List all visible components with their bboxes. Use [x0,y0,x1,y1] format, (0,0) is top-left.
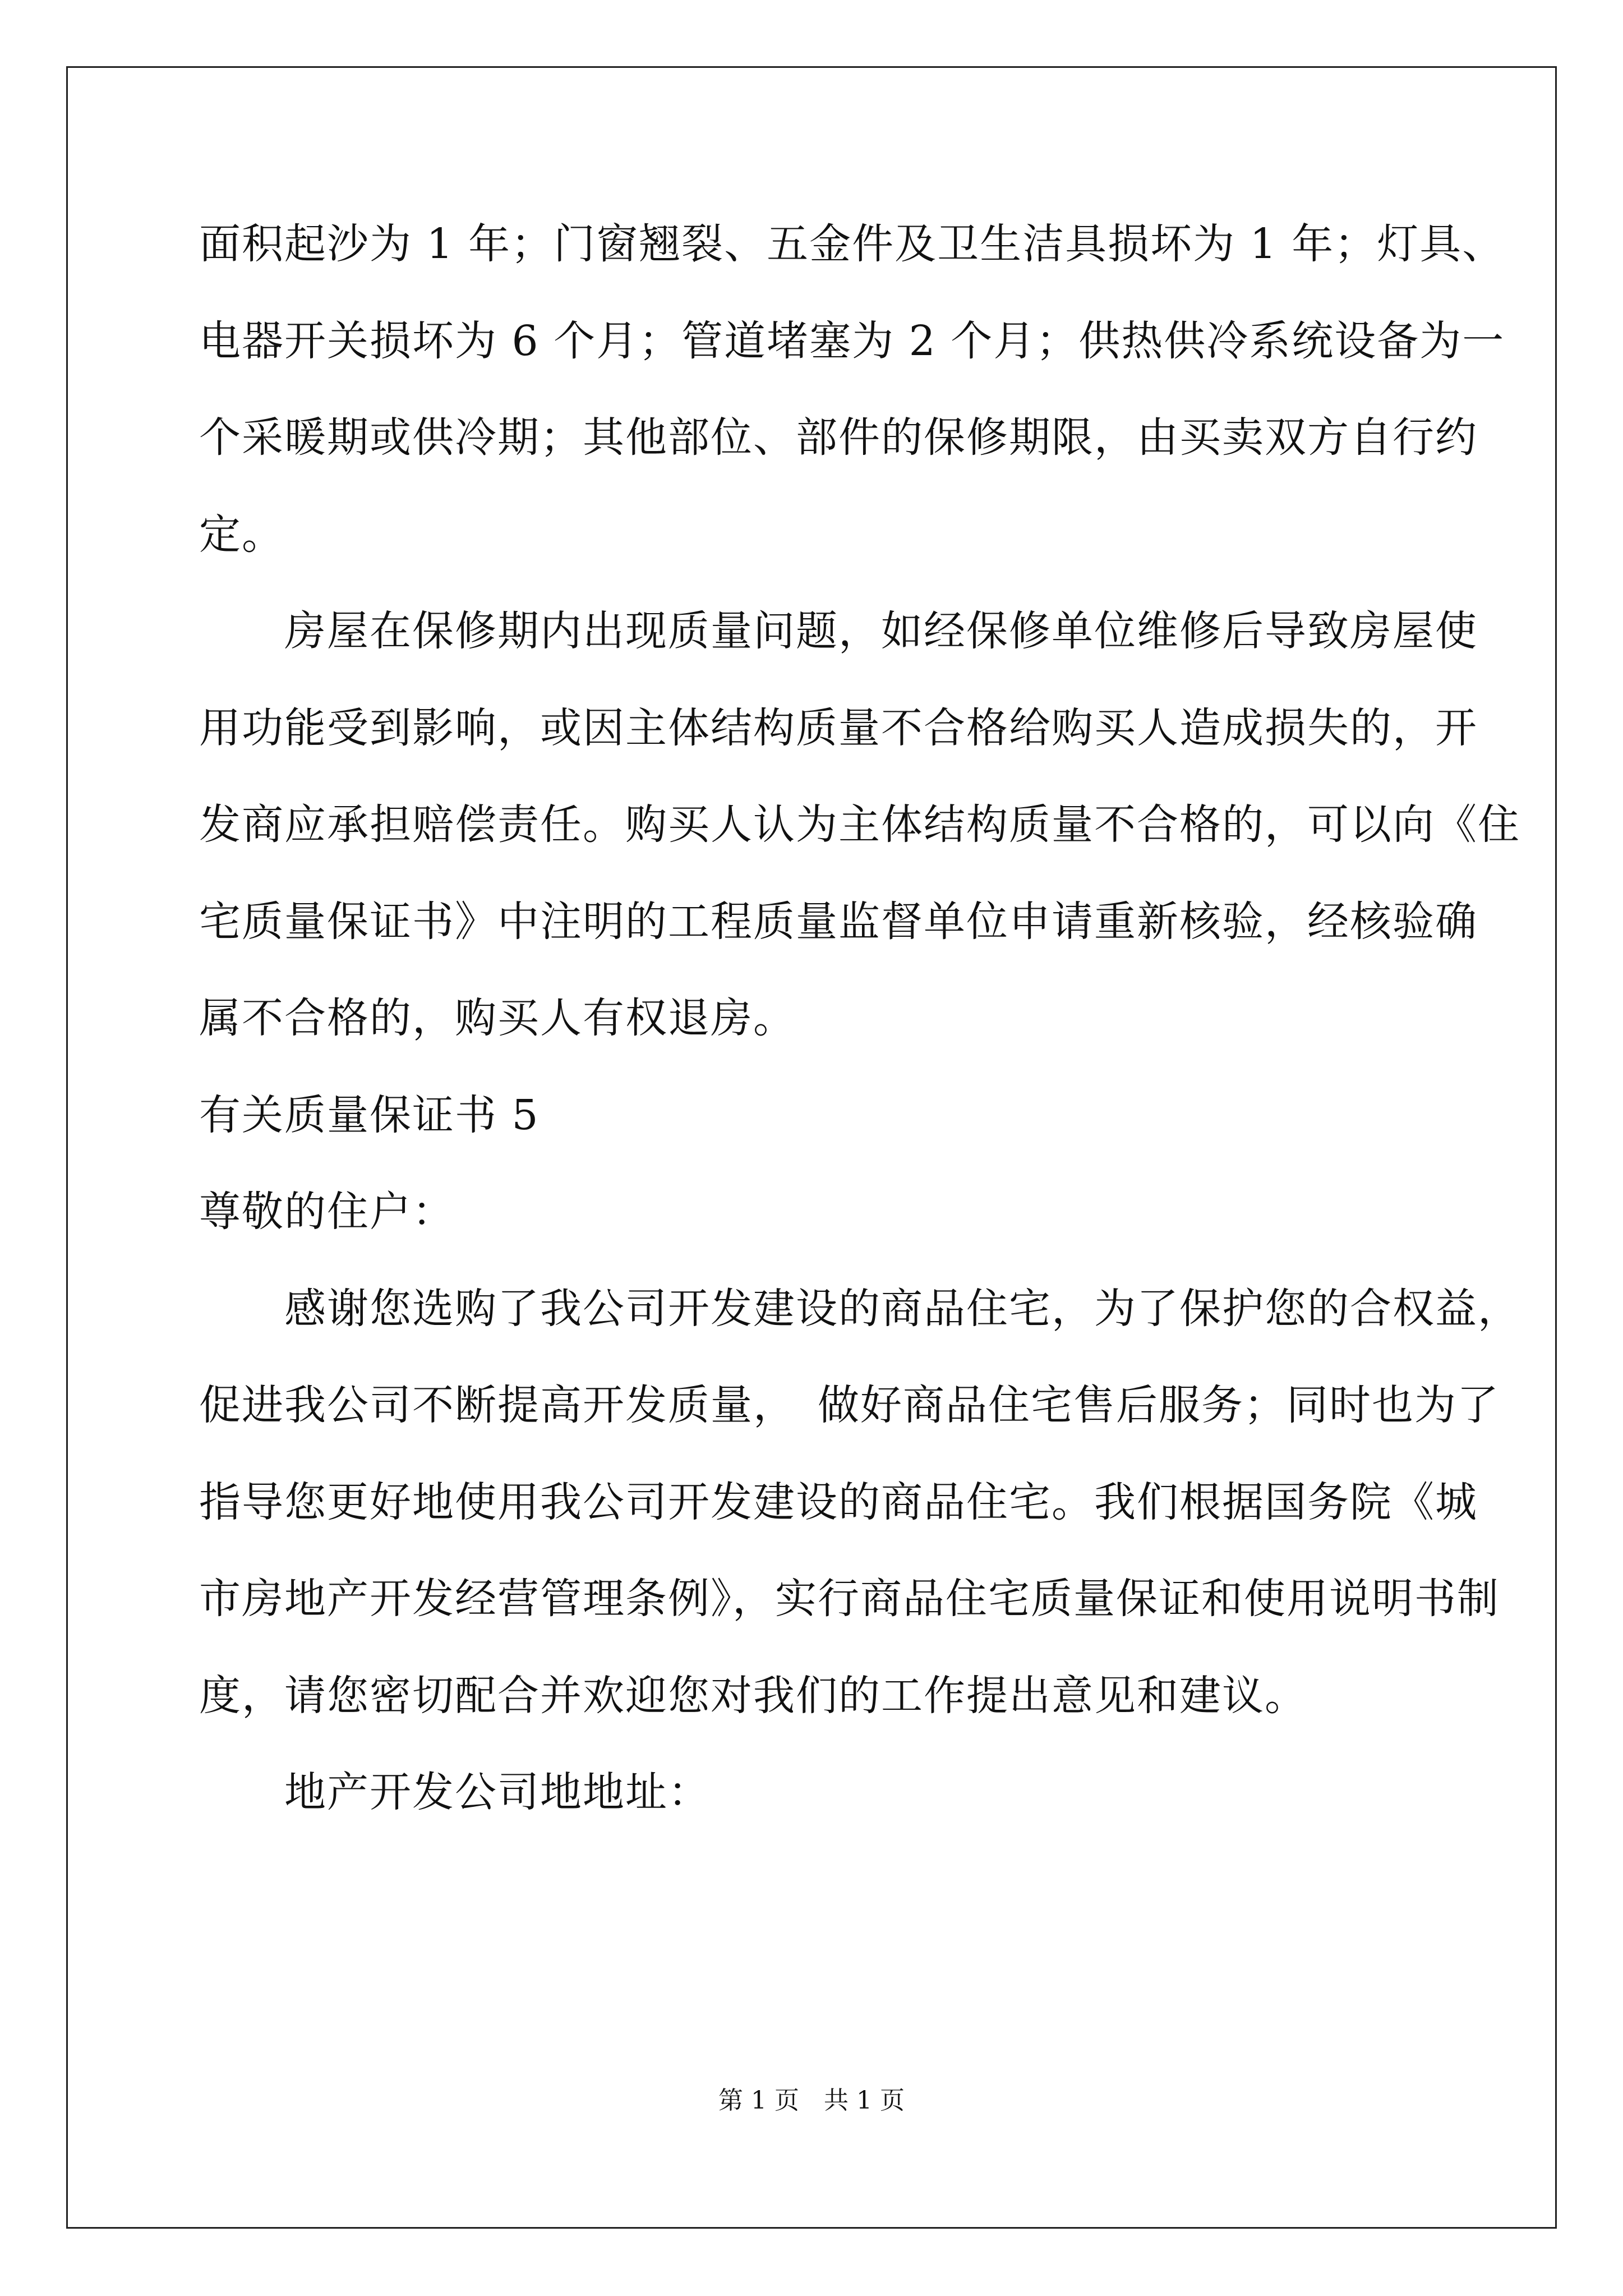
page-footer: 第 1 页 共 1 页 [718,2086,905,2115]
text-line-16: 度，请您密切配合并欢迎您对我们的工作提出意见和建议。 [199,1672,1307,1720]
text-line-3: 个采暖期或供冷期；其他部位、部件的保修期限，由买卖双方自行约 [199,413,1478,462]
text-line-1: 面积起沙为 1 年；门窗翘裂、五金件及卫生洁具损坏为 1 年；灯具、 [199,220,1505,268]
text-line-5: 房屋在保修期内出现质量问题，如经保修单位维修后导致房屋使 [199,607,1478,655]
salutation: 尊敬的住户： [199,1188,455,1236]
text-line-7: 发商应承担赔偿责任。购买人认为主体结构质量不合格的，可以向《住 [199,800,1520,849]
text-line-4: 定。 [199,510,284,559]
text-line-6: 用功能受到影响，或因主体结构质量不合格给购买人造成损失的，开 [199,704,1478,752]
text-line-17: 地产开发公司地地址： [199,1768,711,1816]
text-line-13: 促进我公司不断提高开发质量， 做好商品住宅售后服务；同时也为了 [199,1381,1500,1429]
text-line-14: 指导您更好地使用我公司开发建设的商品住宅。我们根据国务院《城 [199,1478,1478,1526]
section-heading: 有关质量保证书 5 [199,1091,540,1139]
text-line-12: 感谢您选购了我公司开发建设的商品住宅，为了保护您的合权益， [199,1285,1520,1333]
text-line-8: 宅质量保证书》中注明的工程质量监督单位申请重新核验，经核验确 [199,898,1478,946]
text-line-2: 电器开关损坏为 6 个月；管道堵塞为 2 个月；供热供冷系统设备为一 [199,317,1505,365]
text-line-15: 市房地产开发经营管理条例》，实行商品住宅质量保证和使用说明书制 [199,1575,1500,1623]
text-line-9: 属不合格的，购买人有权退房。 [199,994,796,1042]
page-border [66,66,1557,2229]
